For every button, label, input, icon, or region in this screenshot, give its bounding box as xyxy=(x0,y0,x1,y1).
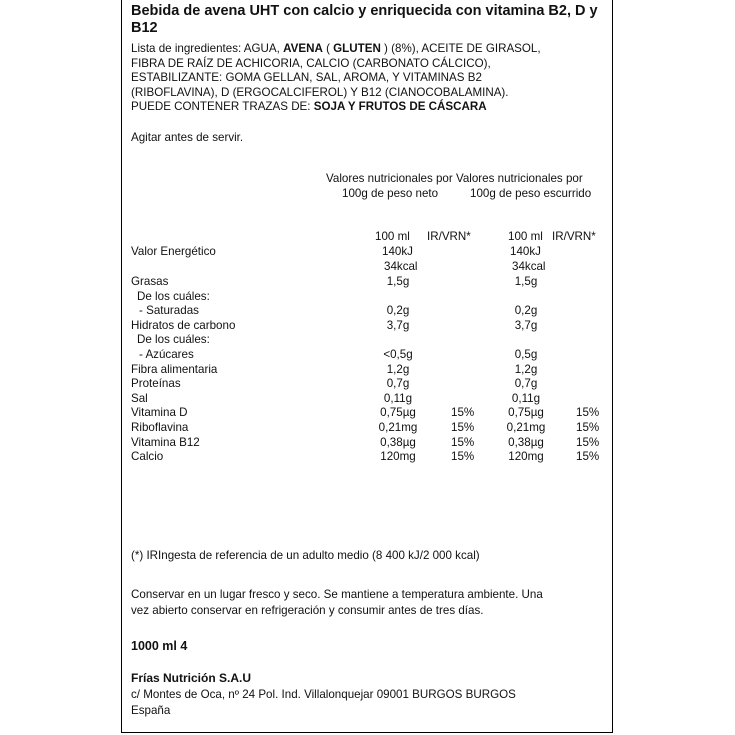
nutrient-label: De los cuáles: xyxy=(137,289,210,303)
allergen-warning: PUEDE CONTENER TRAZAS DE: SOJA Y FRUTOS DE CÁSCARA xyxy=(131,100,487,114)
col2-100ml-header: 100 ml xyxy=(508,230,543,243)
energy-kcal-col1: 34kcal xyxy=(384,260,418,273)
nutrient-value-col1: 1,2g xyxy=(386,362,410,376)
ingredients-block xyxy=(131,42,541,115)
nutrient-value-col1: 0,11g xyxy=(383,391,413,405)
ingredients-line-2: FIBRA DE RAÍZ DE ACHICORIA, CALCIO (CARBONATO CÁLCICO), xyxy=(131,56,491,70)
energy-kj-col1: 140kJ xyxy=(382,245,413,258)
nutrient-ir-col1: 15% xyxy=(451,406,475,420)
company-country: España xyxy=(131,704,171,717)
ingredients-line-3: ESTABILIZANTE: GOMA GELLAN, SAL, AROMA, Y VITAMINAS B2 xyxy=(131,71,482,85)
storage-line-2: vez abierto conservar en refrigeración y consumir antes de tres días. xyxy=(131,604,484,617)
nutrient-value-col2: 1,5g xyxy=(514,275,538,288)
nutrient-label: - Azúcares xyxy=(139,348,194,361)
col1-100ml-header: 100 ml xyxy=(375,230,410,243)
nutrient-ir-col2: 15% xyxy=(576,435,600,449)
nutrient-value-col2: 0,38µg xyxy=(508,435,544,449)
nutrient-value-col1: 0,75µg xyxy=(380,406,416,420)
product-title: Bebida de avena UHT con calcio y enriquecida con vitamina B2, D y B12 xyxy=(131,3,598,36)
nutrient-label: Fibra alimentaria xyxy=(131,362,218,376)
nutrient-value-col2: 0,5g xyxy=(514,348,538,361)
nutrient-value-col2: 0,21mg xyxy=(506,421,546,434)
nutrient-value-col1: 3,7g xyxy=(386,318,410,332)
nutrient-value-col2: 3,7g xyxy=(514,318,538,332)
ingredients-line-1: Lista de ingredientes: AGUA, AVENA ( GLUTEN ) (8%), ACEITE DE GIRASOL, xyxy=(131,42,541,55)
nutrient-value-col2: 0,11g xyxy=(511,391,541,405)
nutrient-label: - Saturadas xyxy=(139,304,199,318)
nutrient-value-col1: 1,5g xyxy=(386,275,410,288)
company-name: Frías Nutrición S.A.U xyxy=(131,671,252,685)
shake-note: Agitar antes de servir. xyxy=(131,131,244,144)
nutrition-header-col2: 100g de peso escurrido xyxy=(470,187,592,200)
col1-ir-header: IR/VRN* xyxy=(427,230,471,243)
nutrient-value-col1: <0,5g xyxy=(383,348,413,361)
company-address: c/ Montes de Oca, nº 24 Pol. Ind. Villalonquejar 09001 BURGOS BURGOS xyxy=(131,688,516,701)
nutrient-ir-col1: 15% xyxy=(451,421,475,434)
nutrient-value-col2: 0,7g xyxy=(514,377,538,391)
col2-ir-header: IR/VRN* xyxy=(552,230,596,243)
nutrient-value-col1: 0,38µg xyxy=(380,435,416,449)
nutrient-ir-col1: 15% xyxy=(451,450,475,464)
nutrient-ir-col2: 15% xyxy=(576,406,600,420)
nutrient-value-col2: 120mg xyxy=(508,450,544,464)
nutrient-value-col1: 0,21mg xyxy=(378,421,418,434)
nutrient-label: Hidratos de carbono xyxy=(131,318,236,332)
nutrient-value-col2: 1,2g xyxy=(514,362,538,376)
nutrient-value-col1: 0,2g xyxy=(386,304,410,318)
nutrient-ir-col2: 15% xyxy=(576,421,600,434)
ingredients-line-4: (RIBOFLAVINA), D (ERGOCALCIFEROL) Y B12 (CIANOCOBALAMINA). xyxy=(131,85,509,99)
nutrient-label: Riboflavina xyxy=(131,421,189,434)
nutrient-label: Calcio xyxy=(131,450,164,464)
nutrient-label: De los cuáles: xyxy=(137,333,210,347)
nutrition-header-top: Valores nutricionales por Valores nutricionales por xyxy=(326,172,583,185)
nutrient-value-col1: 120mg xyxy=(380,450,416,464)
nutrient-label: Vitamina D xyxy=(131,406,188,420)
net-quantity: 1000 ml 4 xyxy=(131,639,188,653)
nutrient-ir-col2: 15% xyxy=(576,450,600,464)
nutrition-header-col1: 100g de peso neto xyxy=(342,187,439,200)
nutrient-value-col1: 0,7g xyxy=(386,377,410,391)
nutrient-value-col2: 0,2g xyxy=(514,304,538,318)
nutrient-ir-col1: 15% xyxy=(451,435,475,449)
energy-kcal-col2: 34kcal xyxy=(512,260,546,273)
energy-label: Valor Energético xyxy=(131,245,216,258)
nutrient-label: Vitamina B12 xyxy=(131,435,200,449)
nutrient-label: Grasas xyxy=(131,275,169,288)
nutrient-value-col2: 0,75µg xyxy=(508,406,544,420)
storage-line-1: Conservar en un lugar fresco y seco. Se mantiene a temperatura ambiente. Una xyxy=(131,588,543,601)
nutrient-label: Proteínas xyxy=(131,377,181,391)
nutrient-label: Sal xyxy=(131,391,148,405)
footnote: (*) IRIngesta de referencia de un adulto medio (8 400 kJ/2 000 kcal) xyxy=(131,549,480,562)
energy-kj-col2: 140kJ xyxy=(510,245,541,258)
